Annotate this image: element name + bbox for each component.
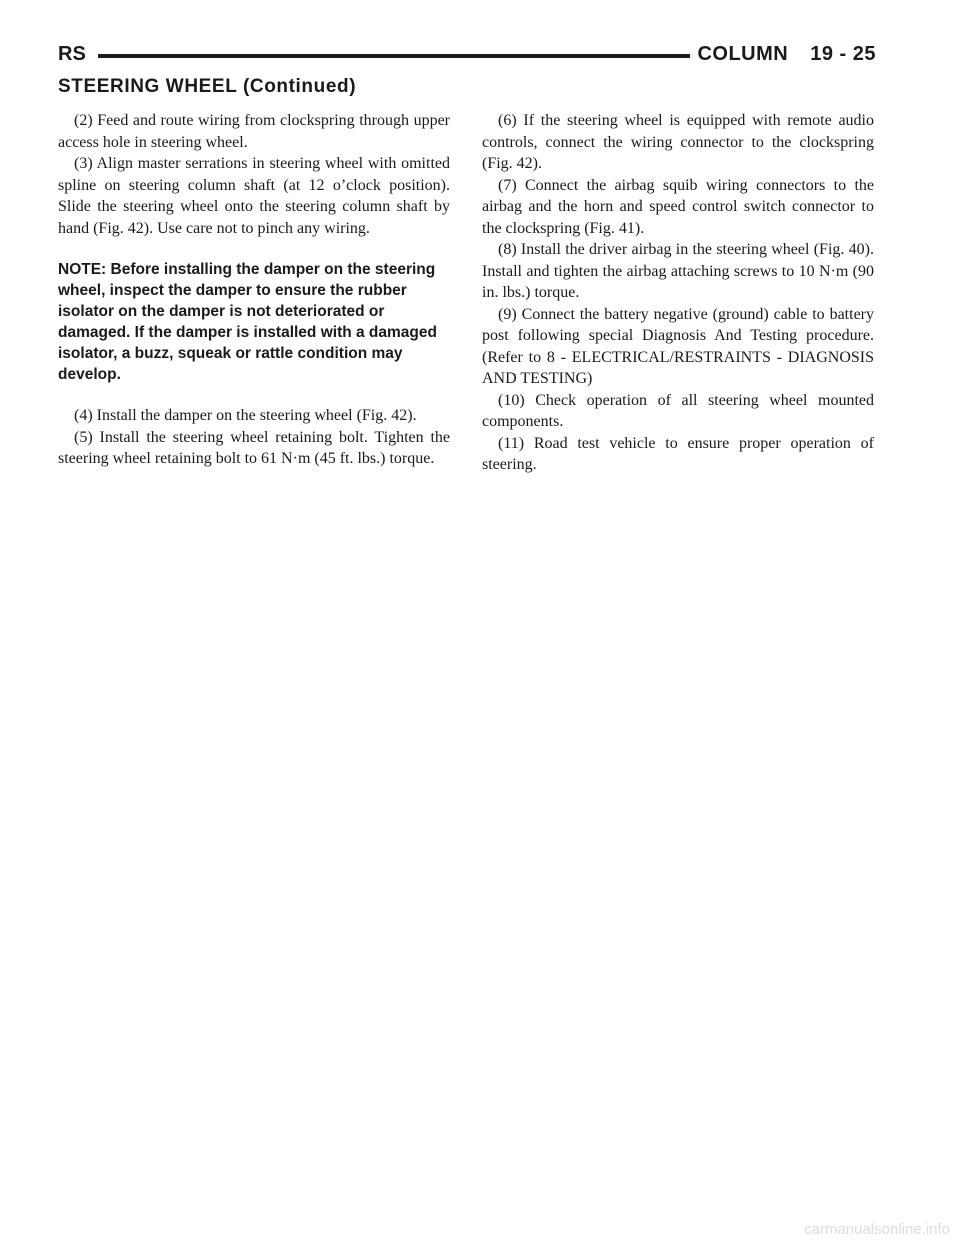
manual-code: RS (58, 43, 86, 65)
step-9: (9) Connect the battery negative (ground) cable to battery post following special Diagnosis And Testing procedure. (Refer to 8 - ELECTRICAL/RESTRAINTS - DIAGNOSIS AND TESTING) (482, 305, 874, 387)
step-11: (11) Road test vehicle to ensure proper operation of steering. (482, 434, 874, 473)
right-column (482, 110, 874, 476)
page-number: 19 - 25 (810, 43, 876, 65)
step-2: (2) Feed and route wiring from clockspring through upper access hole in steering wheel. (58, 112, 450, 151)
step-10: (10) Check operation of all steering wheel mounted components. (482, 391, 874, 430)
step-5: (5) Install the steering wheel retaining bolt. Tighten the steering wheel retaining bolt to 61 N·m (45 ft. lbs.) torque. (58, 428, 450, 467)
header-right (697, 43, 876, 66)
note: NOTE: Before installing the damper on the steering wheel, inspect the damper to ensure the rubber isolator on the damper is not deteriorated or damaged. If the damper is installed with a damaged isolator, a buzz, squeak or rattle condition may develop. (58, 261, 437, 383)
left-column (58, 110, 450, 470)
watermark-footer: carmanualsonline.info (804, 1221, 950, 1238)
step-8: (8) Install the driver airbag in the steering wheel (Fig. 40). Install and tighten the airbag attaching screws to 10 N·m (90 in. lbs.) torque. (482, 241, 874, 301)
step-3: (3) Align master serrations in steering wheel with omitted spline on steering column shaft (at 12 o’clock position). Slide the steering wheel onto the steering column shaft by hand (Fig. 42). Use care not to pinch any wiring. (58, 155, 450, 237)
step-7: (7) Connect the airbag squib wiring connectors to the airbag and the horn and speed control switch connector to the clockspring (Fig. 41). (482, 176, 874, 237)
step-4: (4) Install the damper on the steering wheel (Fig. 42). (74, 407, 417, 424)
page-header (58, 43, 876, 69)
step-6: (6) If the steering wheel is equipped with remote audio controls, connect the wiring connector to the clockspring (Fig. 42). (482, 112, 874, 172)
header-rule (98, 54, 690, 58)
section-name: COLUMN (697, 43, 789, 65)
section-title: STEERING WHEEL (Continued) (58, 76, 357, 97)
